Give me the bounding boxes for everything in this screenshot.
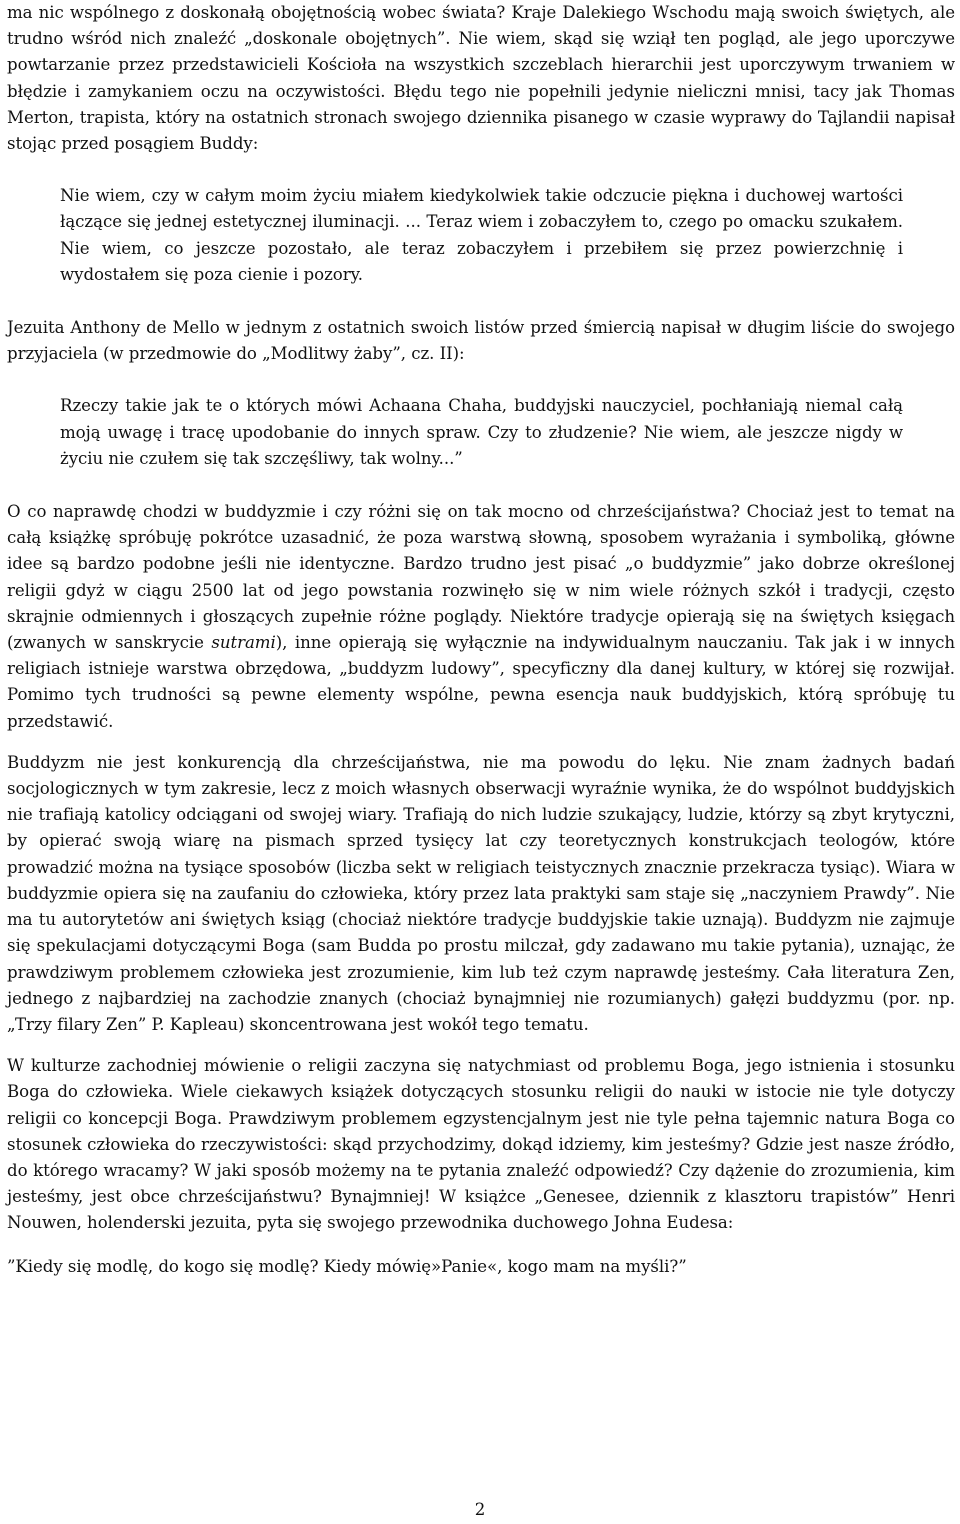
paragraph-text: O co naprawdę chodzi w buddyzmie i czy różni się on tak mocno od chrześcijaństwa? Chociaż jest to temat na całą książkę spróbuję pokrótce uzasadnić, że poza warstwą słowną, sposobem wyrażania i symboliką, główne idee są bardzo podobne jeśli nie identyczne. Bardzo trudno jest pisać „o buddyzmie” jako dobrze określonej religii gdyż w ciągu 2500 lat od jego powstania rozwinęło się w nim wiele różnych szkół i tradycji, często skrajnie odmiennych i głoszących zupełnie różne poglądy. Niektóre tradycje opierają się na świętych księgach (zwanych w sanskrycie	[7, 502, 955, 653]
paragraph-western-culture: W kulturze zachodniej mówienie o religii zaczyna się natychmiast od problemu Boga, jego istnienia i stosunku Boga do człowieka. Wiele ciekawych książek dotyczących stosunku religii do nauki w istocie nie tyle dotyczy religii co koncepcji Boga. Prawdziwym problemem egzystencjalnym jest nie tyle pełna tajemnic natura Boga co stosunek człowieka do rzeczywistości: skąd przychodzimy, dokąd idziemy, kim jesteśmy? Gdzie jest nasze źródło, do którego wracamy? W jaki sposób możemy na te pytania znaleźć odpowiedź? Czy dążenie do zrozumienia, kim jesteśmy, jest obce chrześcijaństwu? Bynajmniej! W książce „Genesee, dziennik z klasztoru trapistów” Henri Nouwen, holenderski jezuita, pyta się swojego przewodnika duchowego Johna Eudesa:	[7, 1056, 955, 1233]
paragraph-de-mello: Jezuita Anthony de Mello w jednym z ostatnich swoich listów przed śmiercią napisał w długim liście do swojego przyjaciela (w przedmowie do „Modlitwy żaby”, cz. II):	[7, 318, 955, 364]
quote-de-mello: Rzeczy takie jak te o których mówi Achaana Chaha, buddyjski nauczyciel, pochłaniają niemal całą moją uwagę i tracę upodobanie do innych spraw. Czy to złudzenie? Nie wiem, ale jeszcze nigdy w życiu nie czułem się tak szczęśliwy, tak wolny...”	[60, 396, 903, 468]
quote-nouwen: ”Kiedy się modlę, do kogo się modlę? Kiedy mówię»Panie«, kogo mam na myśli?”	[7, 1256, 687, 1276]
italic-term: sutrami	[211, 633, 276, 653]
paragraph-not-competition: Buddyzm nie jest konkurencją dla chrześcijaństwa, nie ma powodu do lęku. Nie znam żadnych badań socjologicznych w tym zakresie, lecz z moich własnych obserwacji wyraźnie wynika, że do wspólnot buddyjskich nie trafiają katolicy odciągani od swojej wiary. Trafiają do nich ludzie szukający, ludzie, którzy są zbyt krytyczni, by opierać swoją wiarę na pismach sprzed tysięcy lat czy teoretycznych konstrukcjach teologów, które prowadzić można na tysiące sposobów (liczba sekt w religiach teistycznych znacznie przekracza tysiąc). Wiara w buddyzmie opiera się na zaufaniu do człowieka, który przez lata praktyki sam staje się „naczyniem Prawdy”. Nie ma tu autorytetów ani świętych ksiąg (chociaż niektóre tradycje buddyjskie takie uznają). Buddyzm nie zajmuje się spekulacjami dotyczącymi Boga (sam Budda po prostu milczał, gdy zadawano mu takie pytania), uznając, że prawdziwym problemem człowieka jest zrozumienie, kim lub też czym naprawdę jesteśmy. Cała literatura Zen, jednego z najbardziej na zachodzie znanych (chociaż bynajmniej nie rozumianych) gałęzi buddyzmu (por. np. „Trzy filary Zen” P. Kapleau) skoncentrowana jest wokół tego tematu.	[7, 752, 955, 1034]
document-page	[7, 0, 955, 1280]
paragraph-buddhism-question	[7, 499, 955, 735]
quote-merton: Nie wiem, czy w całym moim życiu miałem kiedykolwiek takie odczucie piękna i duchowej wartości łączące się jednej estetycznej iluminacji. ... Teraz wiem i zobaczyłem to, czego po omacku szukałem. Nie wiem, co jeszcze pozostało, ale teraz zobaczyłem i przebiłem się przez powierzchnię i wydostałem się poza cienie i pozory.	[60, 186, 903, 284]
page-number: 2	[474, 1500, 486, 1519]
paragraph-intro: ma nic wspólnego z doskonałą obojętnością wobec świata? Kraje Dalekiego Wschodu mają swoich świętych, ale trudno wśród nich znaleźć „doskonale obojętnych”. Nie wiem, skąd się wziął ten pogląd, ale jego uporczywe powtarzanie przez przedstawicieli Kościoła na wszystkich szczeblach hierarchii jest uporczywym trwaniem w błędzie i zamykaniem oczu na oczywistości. Błędu tego nie popełnili jedynie nieliczni mnisi, tacy jak Thomas Merton, trapista, który na ostatnich stronach swojego dziennika pisanego w czasie wyprawy do Tajlandii napisał stojąc przed posągiem Buddy:	[7, 3, 955, 154]
paragraph-text: ), inne opierają się wyłącznie na indywidualnym nauczaniu. Tak jak i w innych religiach istnieje warstwa obrzędowa, „buddyzm ludowy”, specyficzny dla danej kultury, w której się rozwijał. Pomimo tych trudności są pewne elementy wspólne, pewna esencja nauk buddyjskich, którą spróbuję tu przedstawić.	[7, 633, 955, 731]
